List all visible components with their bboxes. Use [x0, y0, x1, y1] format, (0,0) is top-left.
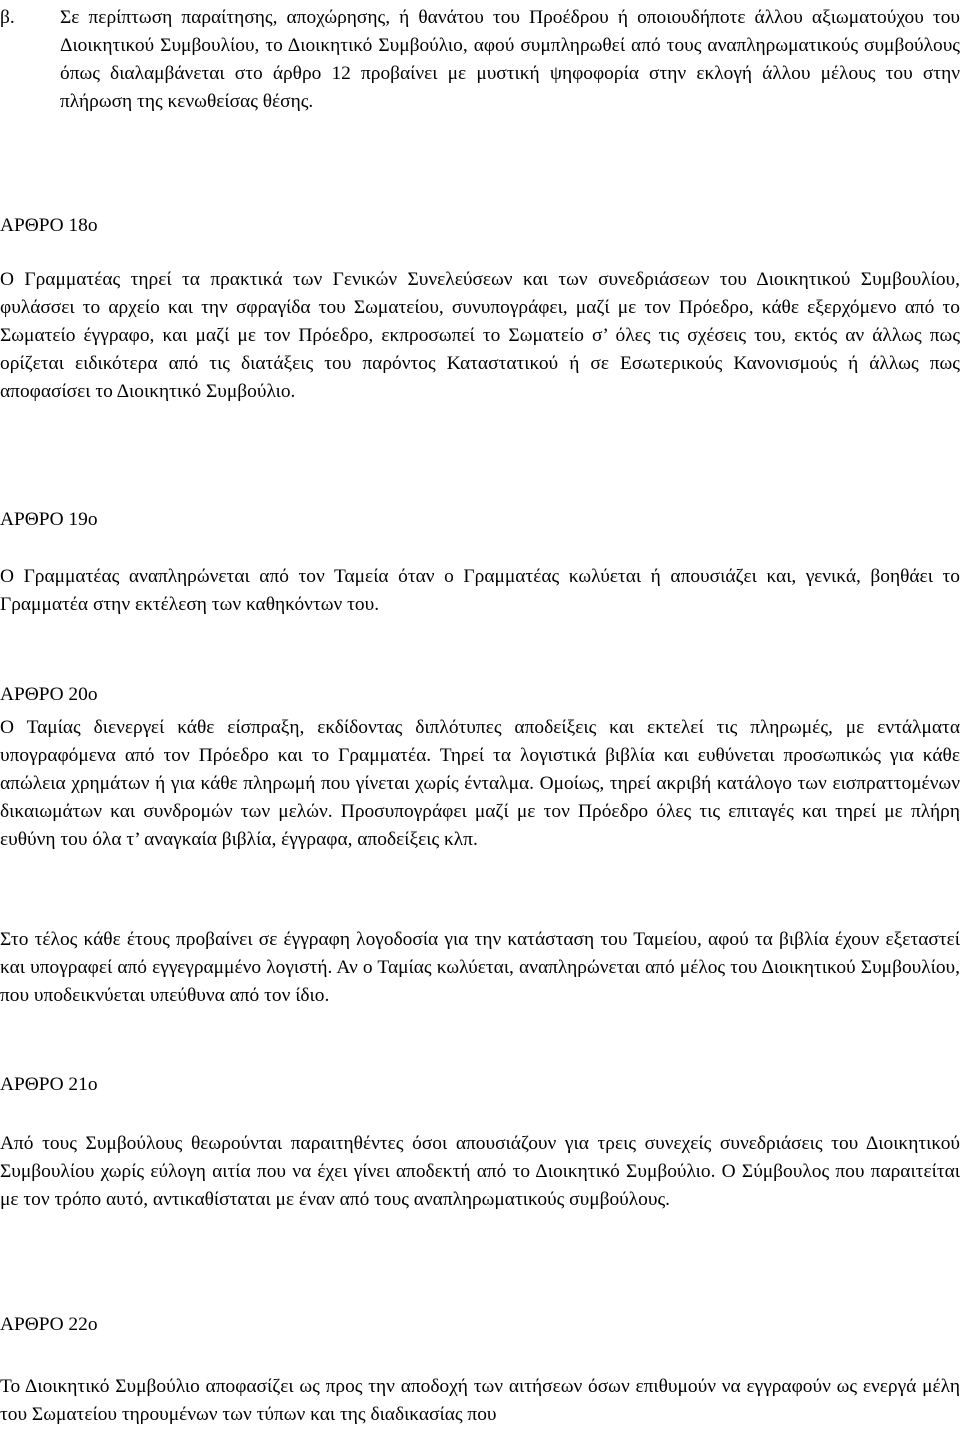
article-19-paragraph: Ο Γραμματέας αναπληρώνεται από τον Ταμεία όταν ο Γραμματέας κωλύεται ή απουσιάζει και, γενικά, βοηθάει το Γραμματέα στην εκτέλεση των καθηκόντων του.	[0, 566, 960, 615]
list-item-text: Σε περίπτωση παραίτησης, αποχώρησης, ή θανάτου του Προέδρου ή οποιουδήποτε άλλου αξιωματούχου του Διοικητικού Συμβουλίου, το Διοικητικό Συμβούλιο, αφού συμπληρωθεί από τους αναπληρωματικούς συμβούλους όπως διαλαμβάνεται στο άρθρο 12 προβαίνει με μυστική ψηφοφορία στην εκλογή άλλου μέλους του στην πλήρωση της κενωθείσας θέσης.	[60, 7, 960, 112]
article-18-heading: ΑΡΘΡΟ 18ο	[0, 215, 98, 236]
article-21-heading: ΑΡΘΡΟ 21ο	[0, 1074, 98, 1095]
article-22-paragraph: Το Διοικητικό Συμβούλιο αποφασίζει ως προς την αποδοχή των αιτήσεων όσων επιθυμούν να εγγραφούν ως ενεργά μέλη του Σωματείου τηρουμένων των τύπων και της διαδικασίας που	[0, 1376, 960, 1425]
list-marker: β.	[0, 7, 15, 28]
list-item-beta	[0, 4, 960, 116]
article-19-heading: ΑΡΘΡΟ 19ο	[0, 509, 98, 530]
article-20-paragraph-1: Ο Ταμίας διενεργεί κάθε είσπραξη, εκδίδοντας διπλότυπες αποδείξεις και εκτελεί τις πληρωμές, με εντάλματα υπογραφόμενα από τον Πρόεδρο και το Γραμματέα. Τηρεί τα λογιστικά βιβλία και ευθύνεται προσωπικώς για κάθε απώλεια χρημάτων ή για κάθε πληρωμή που γίνεται χωρίς ένταλμα. Ομοίως, τηρεί ακριβή κατάλογο των εισπραττομένων δικαιωμάτων και συνδρομών των μελών. Προσυπογράφει μαζί με τον Πρόεδρο όλες τις επιταγές και τηρεί με πλήρη ευθύνη του όλα τ’ αναγκαία βιβλία, έγγραφα, αποδείξεις κλπ.	[0, 717, 960, 850]
article-20-heading: ΑΡΘΡΟ 20ο	[0, 684, 98, 705]
article-18-paragraph: Ο Γραμματέας τηρεί τα πρακτικά των Γενικών Συνελεύσεων και των συνεδριάσεων του Διοικητικού Συμβουλίου, φυλάσσει το αρχείο και την σφραγίδα του Σωματείου, συνυπογράφει, μαζί με τον Πρόεδρο, κάθε εξερχόμενο από το Σωματείο έγγραφο, και μαζί με τον Πρόεδρο, εκπροσωπεί το Σωματείο σ’ όλες τις σχέσεις του, εκτός αν άλλως πως ορίζεται ειδικότερα από τις διατάξεις του παρόντος Καταστατικού ή σε Εσωτερικούς Κανονισμούς ή άλλως πως αποφασίσει το Διοικητικό Συμβούλιο.	[0, 269, 960, 402]
article-22-heading: ΑΡΘΡΟ 22ο	[0, 1314, 98, 1335]
article-20-paragraph-2: Στο τέλος κάθε έτους προβαίνει σε έγγραφη λογοδοσία για την κατάσταση του Ταμείου, αφού τα βιβλία έχουν εξεταστεί και υπογραφεί από εγγεγραμμένο λογιστή. Αν ο Ταμίας κωλύεται, αναπληρώνεται από μέλος του Διοικητικού Συμβουλίου, που υποδεικνύεται υπεύθυνα από τον ίδιο.	[0, 929, 960, 1006]
article-21-paragraph: Από τους Συμβούλους θεωρούνται παραιτηθέντες όσοι απουσιάζουν για τρεις συνεχείς συνεδριάσεις του Διοικητικού Συμβουλίου χωρίς εύλογη αιτία που να έχει γίνει αποδεκτή από το Διοικητικό Συμβούλιο. Ο Σύμβουλος που παραιτείται με τον τρόπο αυτό, αντικαθίσταται με έναν από τους αναπληρωματικούς συμβούλους.	[0, 1133, 960, 1210]
